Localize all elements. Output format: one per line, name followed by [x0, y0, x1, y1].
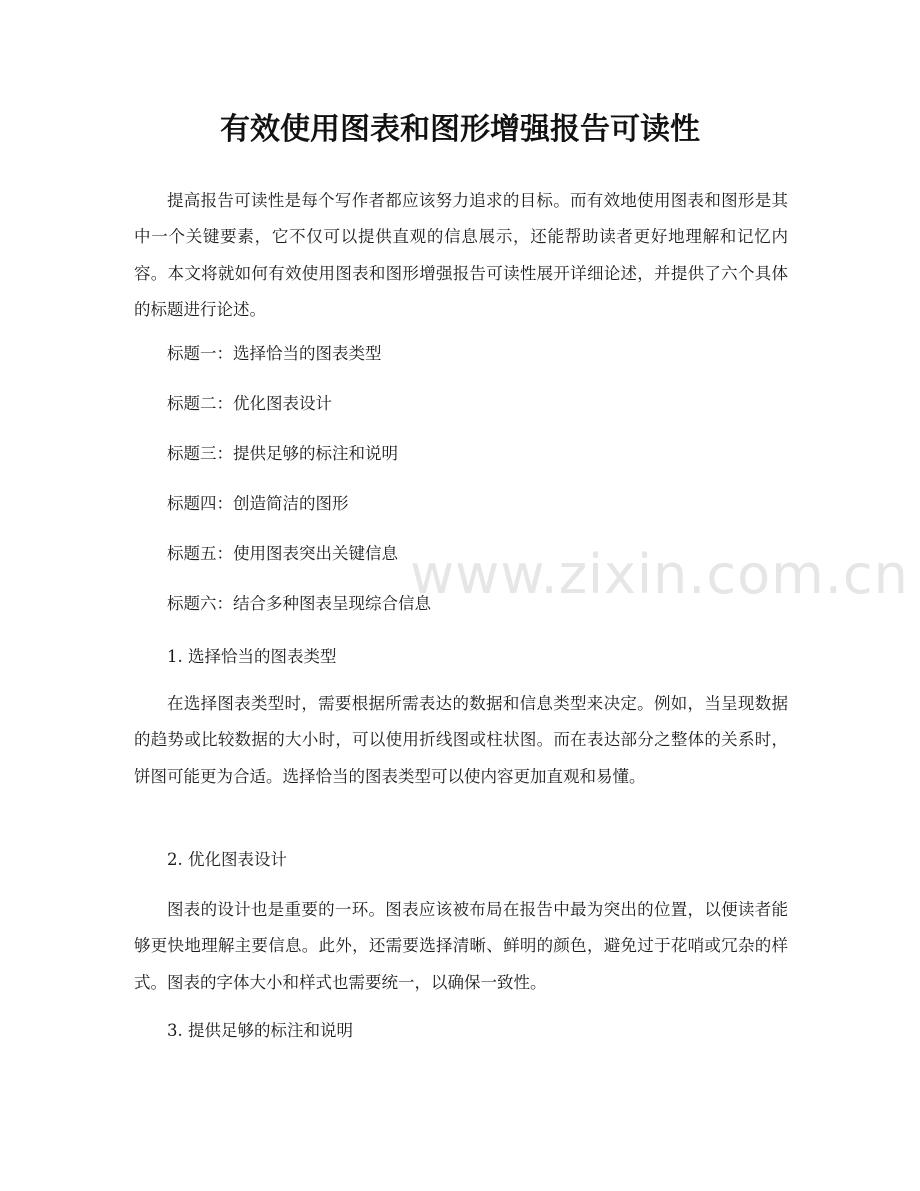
watermark: www.zixin.com.cn	[410, 543, 909, 606]
section-heading-2: 2. 优化图表设计	[167, 850, 287, 869]
section-body-2: 图表的设计也是重要的一环。图表应该被布局在报告中最为突出的位置，以便读者能够更快地理解主要信息。此外，还需要选择清晰、鲜明的颜色，避免过于花哨或冗杂的样式。图表的字体大小和样式也需要统一，以确保一致性。	[134, 900, 788, 992]
intro-paragraph: 提高报告可读性是每个写作者都应该努力追求的目标。而有效地使用图表和图形是其中一个关键要素，它不仅可以提供直观的信息展示，还能帮助读者更好地理解和记忆内容。本文将就如何有效使用图表和图形增强报告可读性展开详细论述，并提供了六个具体的标题进行论述。	[134, 191, 788, 319]
heading-list-item-4: 标题四：创造简洁的图形	[167, 494, 349, 513]
section-body-1: 在选择图表类型时，需要根据所需表达的数据和信息类型来决定。例如，当呈现数据的趋势或比较数据的大小时，可以使用折线图或柱状图。而在表达部分之整体的关系时，饼图可能更为合适。选择恰当的图表类型可以使内容更加直观和易懂。	[134, 694, 788, 786]
heading-list-item-2: 标题二：优化图表设计	[167, 394, 332, 413]
heading-list-item-3: 标题三：提供足够的标注和说明	[167, 444, 398, 463]
section-heading-1: 1. 选择恰当的图表类型	[167, 647, 337, 666]
heading-list-item-6: 标题六：结合多种图表呈现综合信息	[167, 594, 431, 613]
heading-list-item-5: 标题五：使用图表突出关键信息	[167, 544, 398, 563]
heading-list-item-1: 标题一：选择恰当的图表类型	[167, 344, 382, 363]
page-title: 有效使用图表和图形增强报告可读性	[220, 112, 700, 147]
section-heading-3: 3. 提供足够的标注和说明	[167, 1021, 353, 1040]
